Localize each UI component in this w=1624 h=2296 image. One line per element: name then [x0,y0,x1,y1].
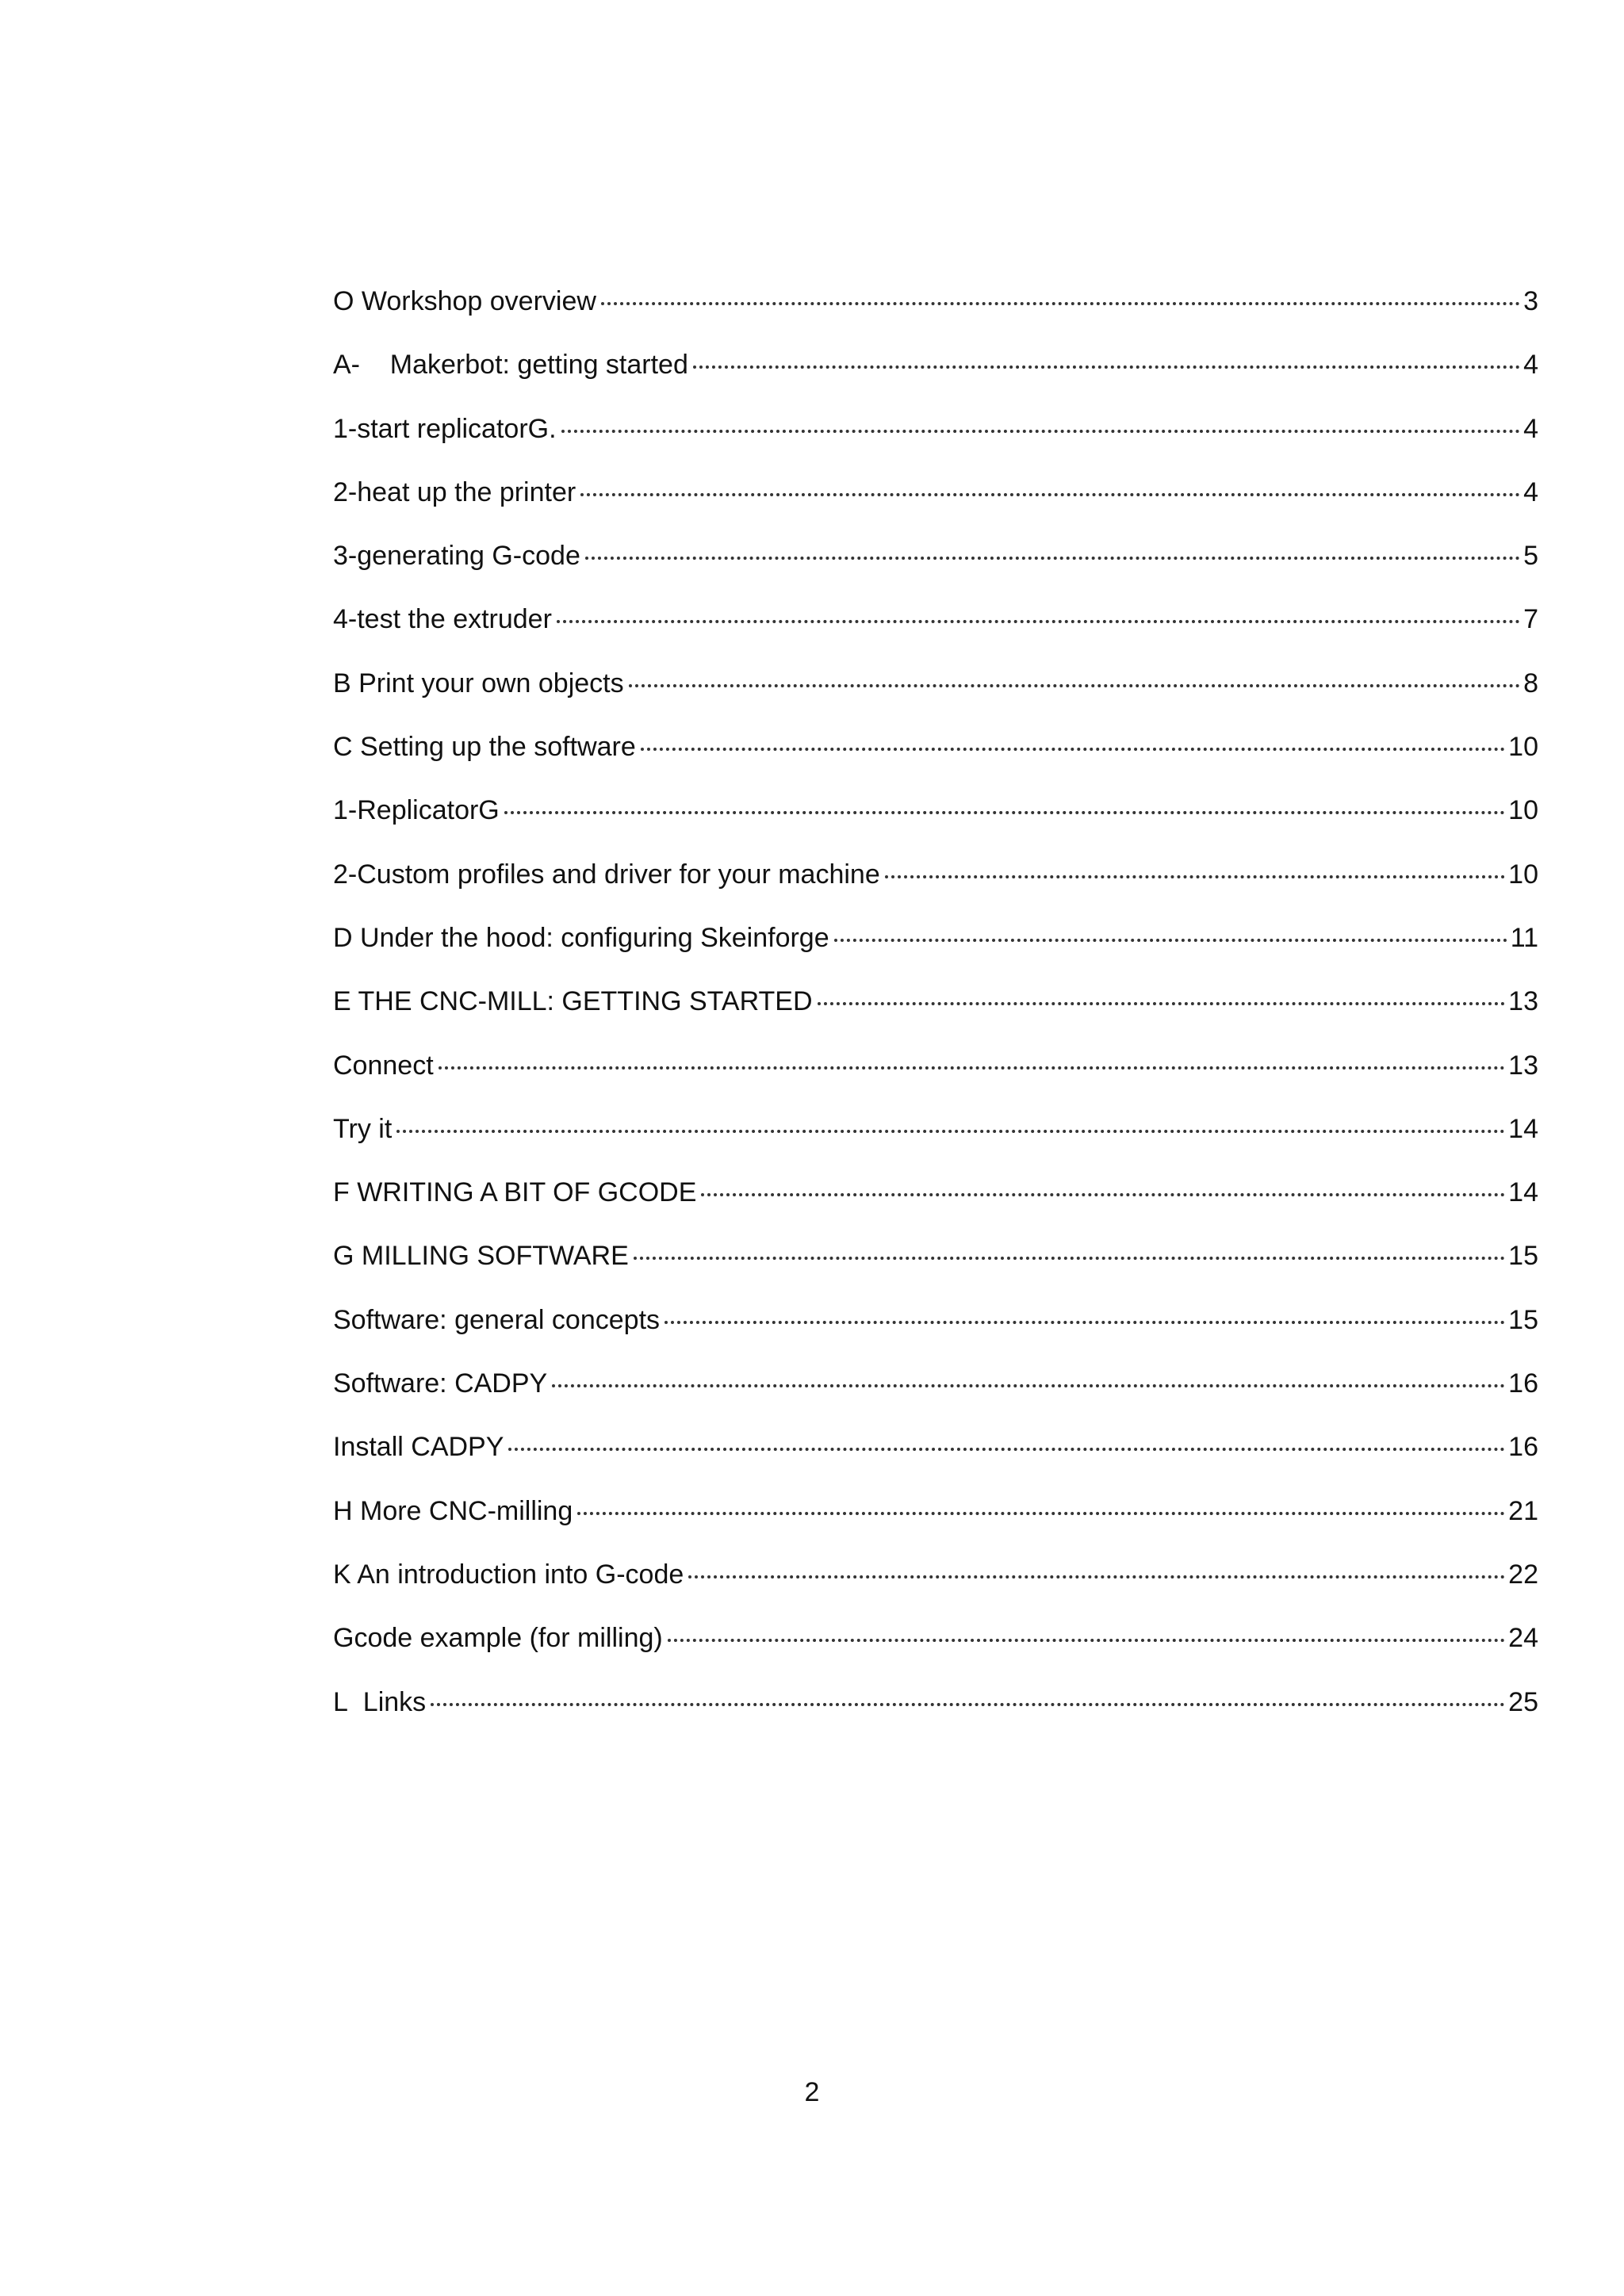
toc-dot-leader [885,875,1505,878]
toc-entry[interactable] [333,1368,1538,1431]
toc-entry[interactable] [333,1304,1538,1368]
toc-dot-leader [396,1130,1505,1133]
toc-entry-title: Install CADPY [333,1432,504,1463]
toc-entry-page-number: 5 [1523,541,1538,572]
toc-entry-title: Gcode example (for milling) [333,1623,663,1654]
toc-entry-page-number: 3 [1523,286,1538,316]
toc-entry[interactable] [333,540,1538,603]
toc-entry-page-number: 16 [1508,1432,1538,1463]
toc-dot-leader [431,1703,1505,1706]
toc-entry-title: 1-start replicatorG. [333,413,557,444]
toc-entry[interactable] [333,1622,1538,1686]
toc-entry-page-number: 4 [1523,413,1538,444]
toc-dot-leader [601,302,1520,305]
toc-dot-leader [701,1193,1505,1196]
toc-dot-leader [641,748,1505,751]
toc-entry[interactable] [333,668,1538,731]
toc-entry-title: E THE CNC-MILL: GETTING STARTED [333,986,813,1017]
toc-dot-leader [561,430,1521,433]
toc-entry[interactable] [333,1559,1538,1622]
table-of-contents [333,285,1538,1750]
toc-entry[interactable] [333,476,1538,540]
toc-entry-title: F WRITING A BIT OF GCODE [333,1177,697,1208]
toc-entry-title: 1-ReplicatorG [333,795,500,826]
toc-entry-page-number: 16 [1508,1368,1538,1399]
toc-entry[interactable] [333,985,1538,1049]
toc-entry[interactable] [333,1177,1538,1240]
toc-entry[interactable] [333,794,1538,858]
toc-entry-title: G MILLING SOFTWARE [333,1241,629,1272]
toc-entry-title: 3-generating G-code [333,541,580,572]
page-number: 2 [804,2077,820,2107]
toc-entry-title: O Workshop overview [333,286,596,316]
toc-entry-page-number: 10 [1508,859,1538,890]
toc-dot-leader [818,1002,1506,1005]
toc-entry-page-number: 14 [1508,1113,1538,1144]
toc-entry-page-number: 4 [1523,476,1538,507]
toc-entry[interactable] [333,731,1538,794]
toc-entry-title: 2-heat up the printer [333,476,576,507]
toc-dot-leader [668,1639,1505,1642]
toc-entry-page-number: 15 [1508,1304,1538,1335]
toc-entry-title: B Print your own objects [333,668,624,698]
toc-entry[interactable] [333,859,1538,922]
toc-entry-title: 4-test the extruder [333,604,552,635]
toc-entry[interactable] [333,922,1538,985]
toc-entry-page-number: 13 [1508,1050,1538,1081]
toc-entry-title: L Links [333,1686,427,1717]
toc-entry-title: Software: general concepts [333,1304,661,1335]
toc-dot-leader [629,684,1520,687]
toc-entry[interactable] [333,1431,1538,1494]
toc-entry-title: D Under the hood: configuring Skeinforge [333,922,829,953]
toc-dot-leader [634,1257,1505,1260]
toc-entry-page-number: 13 [1508,986,1538,1017]
toc-entry[interactable] [333,285,1538,349]
toc-dot-leader [834,939,1507,942]
toc-entry-title: Try it [333,1113,393,1144]
toc-entry-title: 2-Custom profiles and driver for your machine [333,859,880,890]
toc-dot-leader [693,365,1520,369]
toc-dot-leader [665,1321,1505,1324]
toc-entry[interactable] [333,1050,1538,1113]
toc-entry-page-number: 14 [1508,1177,1538,1208]
toc-dot-leader [504,811,1505,814]
toc-dot-leader [580,493,1520,496]
toc-entry-title: H More CNC-milling [333,1495,573,1526]
toc-entry-page-number: 11 [1510,922,1538,953]
toc-entry-page-number: 4 [1523,350,1538,381]
toc-dot-leader [439,1066,1506,1070]
toc-entry[interactable] [333,349,1538,412]
toc-entry-title: Connect [333,1050,434,1081]
toc-entry-page-number: 15 [1508,1241,1538,1272]
toc-dot-leader [508,1448,1505,1451]
toc-entry[interactable] [333,603,1538,667]
toc-dot-leader [688,1575,1505,1578]
toc-entry-page-number: 10 [1508,795,1538,826]
toc-entry[interactable] [333,1495,1538,1559]
toc-dot-leader [577,1512,1505,1515]
toc-entry-page-number: 7 [1523,604,1538,635]
toc-dot-leader [557,620,1520,623]
toc-entry[interactable] [333,413,1538,476]
toc-entry-page-number: 22 [1508,1559,1538,1590]
toc-entry-title: K An introduction into G-code [333,1559,684,1590]
toc-entry-page-number: 10 [1508,732,1538,763]
toc-entry-title: Software: CADPY [333,1368,548,1399]
toc-entry[interactable] [333,1240,1538,1303]
toc-entry-page-number: 21 [1508,1495,1538,1526]
toc-dot-leader [552,1384,1505,1387]
toc-entry-page-number: 24 [1508,1623,1538,1654]
toc-dot-leader [585,557,1520,560]
toc-entry-page-number: 8 [1523,668,1538,698]
toc-entry[interactable] [333,1686,1538,1750]
toc-entry-page-number: 25 [1508,1686,1538,1717]
toc-entry-title: A- Makerbot: getting started [333,350,688,381]
toc-entry-title: C Setting up the software [333,732,636,763]
toc-entry[interactable] [333,1113,1538,1177]
